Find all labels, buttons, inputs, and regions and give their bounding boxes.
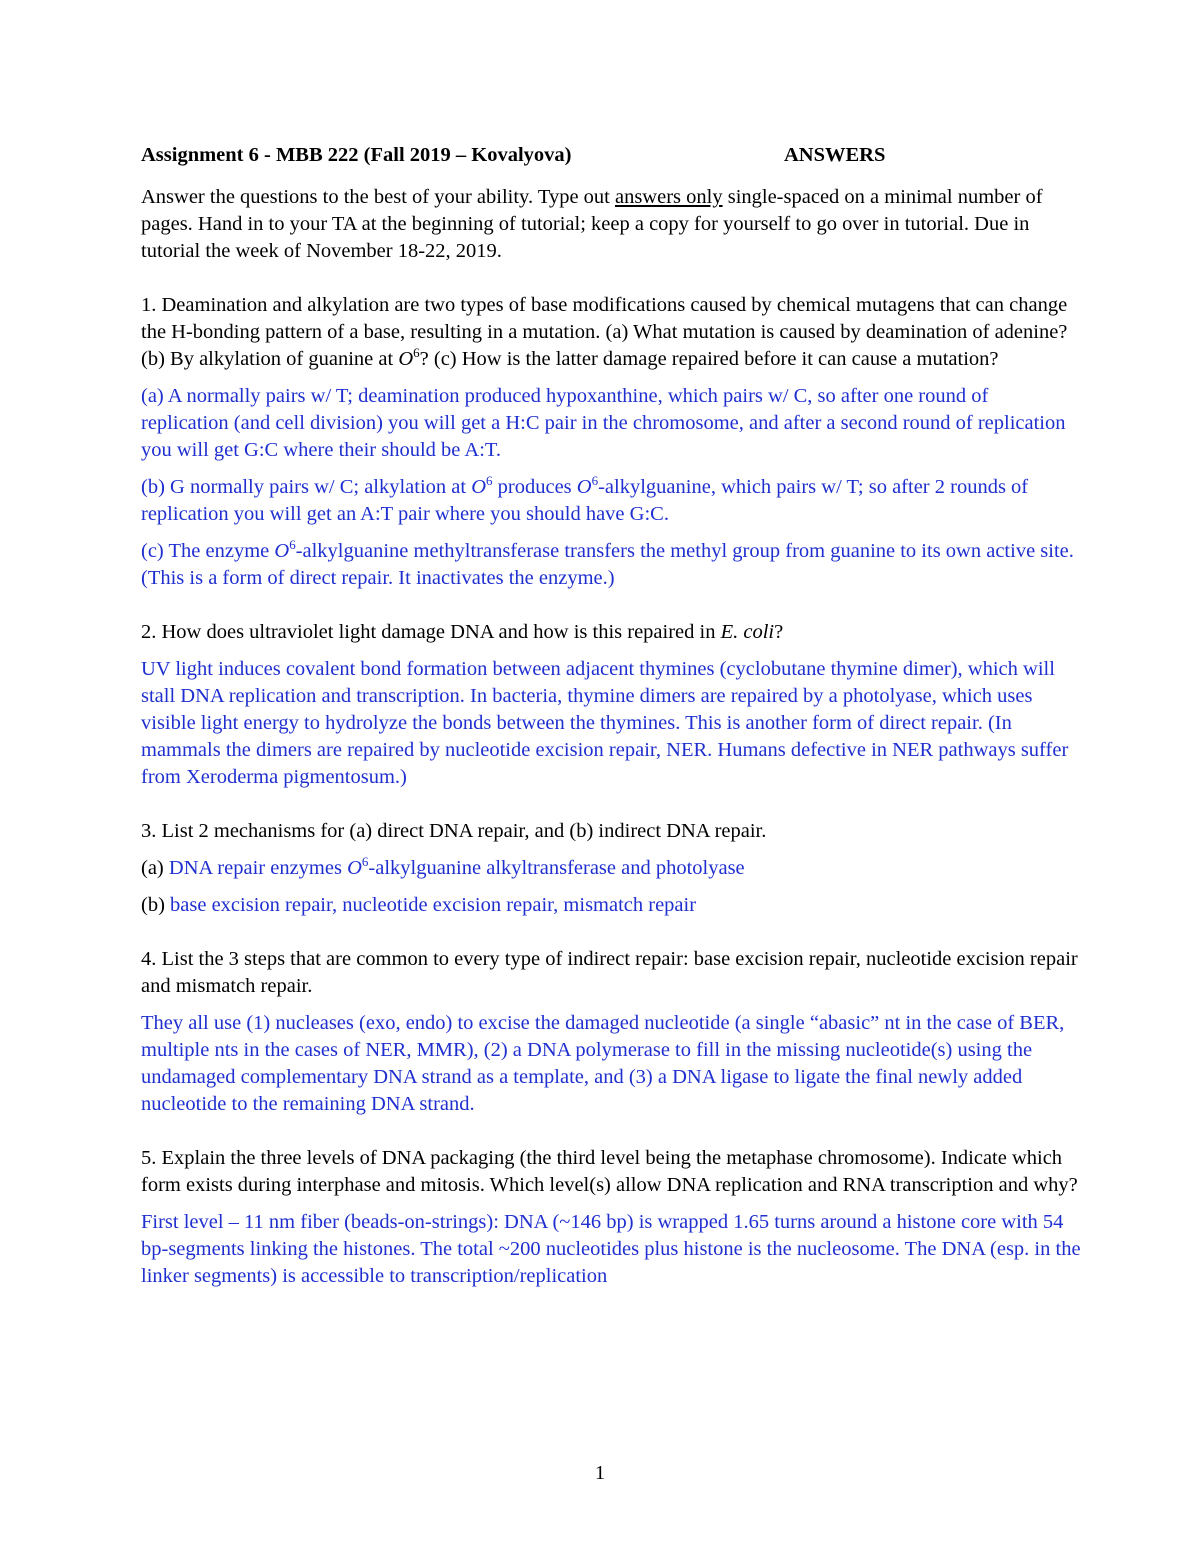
question-3: 3. List 2 mechanisms for (a) direct DNA repair, and (b) indirect DNA repair.	[141, 820, 767, 842]
answers-label: ANSWERS	[784, 144, 886, 166]
question-5: 5. Explain the three levels of DNA packaging (the third level being the metaphase chromosome). Indicate which form exists during interphase and mitosis. Which level(s) allow DNA replication and RNA transcription and why?	[141, 1147, 1078, 1196]
e-coli-italic: E. coli	[720, 621, 775, 643]
document-title	[141, 142, 1081, 169]
answer-3a-text-2: -alkylguanine alkyltransferase and photolyase	[368, 857, 745, 879]
o-letter: O	[347, 857, 362, 879]
answer-1b-text-3: -alkylguanine, which pairs w/ T; so after 2 rounds of replication you will get an A:T pair where you should have G:C.	[141, 476, 1029, 525]
superscript-6: 6	[486, 473, 493, 489]
instructions-text-1: Answer the questions to the best of your ability. Type out	[141, 186, 615, 208]
answer-3b-text: base excision repair, nucleotide excision repair, mismatch repair	[170, 894, 697, 916]
superscript-6: 6	[361, 854, 369, 870]
instructions-paragraph	[141, 184, 1081, 265]
instructions-text-2: single-spaced on a minimal number of pages. Hand in to your TA at the beginning of tutorial; keep a copy for yourself to go over in tutorial. Due in tutorial the week of November 18-22, 2019.	[141, 186, 1043, 262]
o-letter: O	[576, 476, 592, 498]
question-1-text-b: ? (c) How is the latter damage repaired before it can cause a mutation?	[419, 348, 999, 370]
answer-1c-text-2: -alkylguanine methyltransferase transfers the methyl group from guanine to its own active site. (This is a form of direct repair. It inactivates the enzyme.)	[141, 540, 1074, 589]
answer-1a: (a) A normally pairs w/ T; deamination produced hypoxanthine, which pairs w/ C, so after one round of replication (and cell division) you will get a H:C pair in the chromosome, and after a second round of replication you will get G:C where their should be A:T.	[141, 385, 1066, 461]
question-2-text-2: ?	[774, 621, 784, 643]
question-2	[141, 619, 1081, 646]
answer-3b-label: (b)	[141, 894, 171, 916]
superscript-6: 6	[413, 345, 420, 361]
instructions-underlined: answers only	[614, 186, 723, 208]
answer-4: They all use (1) nucleases (exo, endo) to excise the damaged nucleotide (a single “abasic” nt in the case of BER, multiple nts in the cases of NER, MMR), (2) a DNA polymerase to fill in the missing nucleotide(s) using the undamaged complementary DNA strand as a template, and (3) a DNA ligase to ligate the final newly added nucleotide to the remaining DNA strand.	[141, 1012, 1065, 1115]
assignment-title: Assignment 6 - MBB 222 (Fall 2019 – Kovalyova)	[141, 144, 572, 166]
answer-3b	[141, 892, 1081, 919]
question-1	[141, 292, 1081, 373]
answer-1c	[141, 538, 1081, 592]
o-letter: O	[398, 348, 414, 370]
superscript-6: 6	[289, 537, 296, 553]
question-1-text-a: 1. Deamination and alkylation are two types of base modifications caused by chemical mutagens that can change the H-bonding pattern of a base, resulting in a mutation. (a) What mutation is caused by deamination of adenine? (b) By alkylation of guanine at	[141, 294, 1068, 370]
question-2-text-1: 2. How does ultraviolet light damage DNA and how is this repaired in	[141, 621, 721, 643]
answer-2: UV light induces covalent bond formation between adjacent thymines (cyclobutane thymine dimer), which will stall DNA replication and transcription. In bacteria, thymine dimers are repaired by a photolyase, which uses visible light energy to hydrolyze the bonds between the thymines. This is another form of direct repair. (In mammals the dimers are repaired by nucleotide excision repair, NER. Humans defective in NER pathways suffer from Xeroderma pigmentosum.)	[141, 658, 1069, 788]
answer-1b-text-2: produces	[492, 476, 577, 498]
document-page	[141, 142, 1081, 1290]
superscript-6: 6	[591, 473, 599, 489]
answer-1b	[141, 474, 1081, 528]
answer-1c-text-1: (c) The enzyme	[141, 540, 275, 562]
o-letter: O	[471, 476, 487, 498]
answer-1b-text-1: (b) G normally pairs w/ C; alkylation at	[141, 476, 472, 498]
answer-3a	[141, 855, 1081, 882]
answer-3a-text-1: DNA repair enzymes	[168, 857, 348, 879]
page-number: 1	[594, 1462, 606, 1484]
question-4: 4. List the 3 steps that are common to every type of indirect repair: base excision repair, nucleotide excision repair and mismatch repair.	[141, 948, 1078, 997]
answer-3a-label: (a)	[141, 857, 169, 879]
o-letter: O	[274, 540, 290, 562]
answer-5: First level – 11 nm fiber (beads-on-strings): DNA (~146 bp) is wrapped 1.65 turns around a histone core with 54 bp-segments linking the histones. The total ~200 nucleotides plus histone is the nucleosome. The DNA (esp. in the linker segments) is accessible to transcription/replication	[141, 1211, 1081, 1287]
